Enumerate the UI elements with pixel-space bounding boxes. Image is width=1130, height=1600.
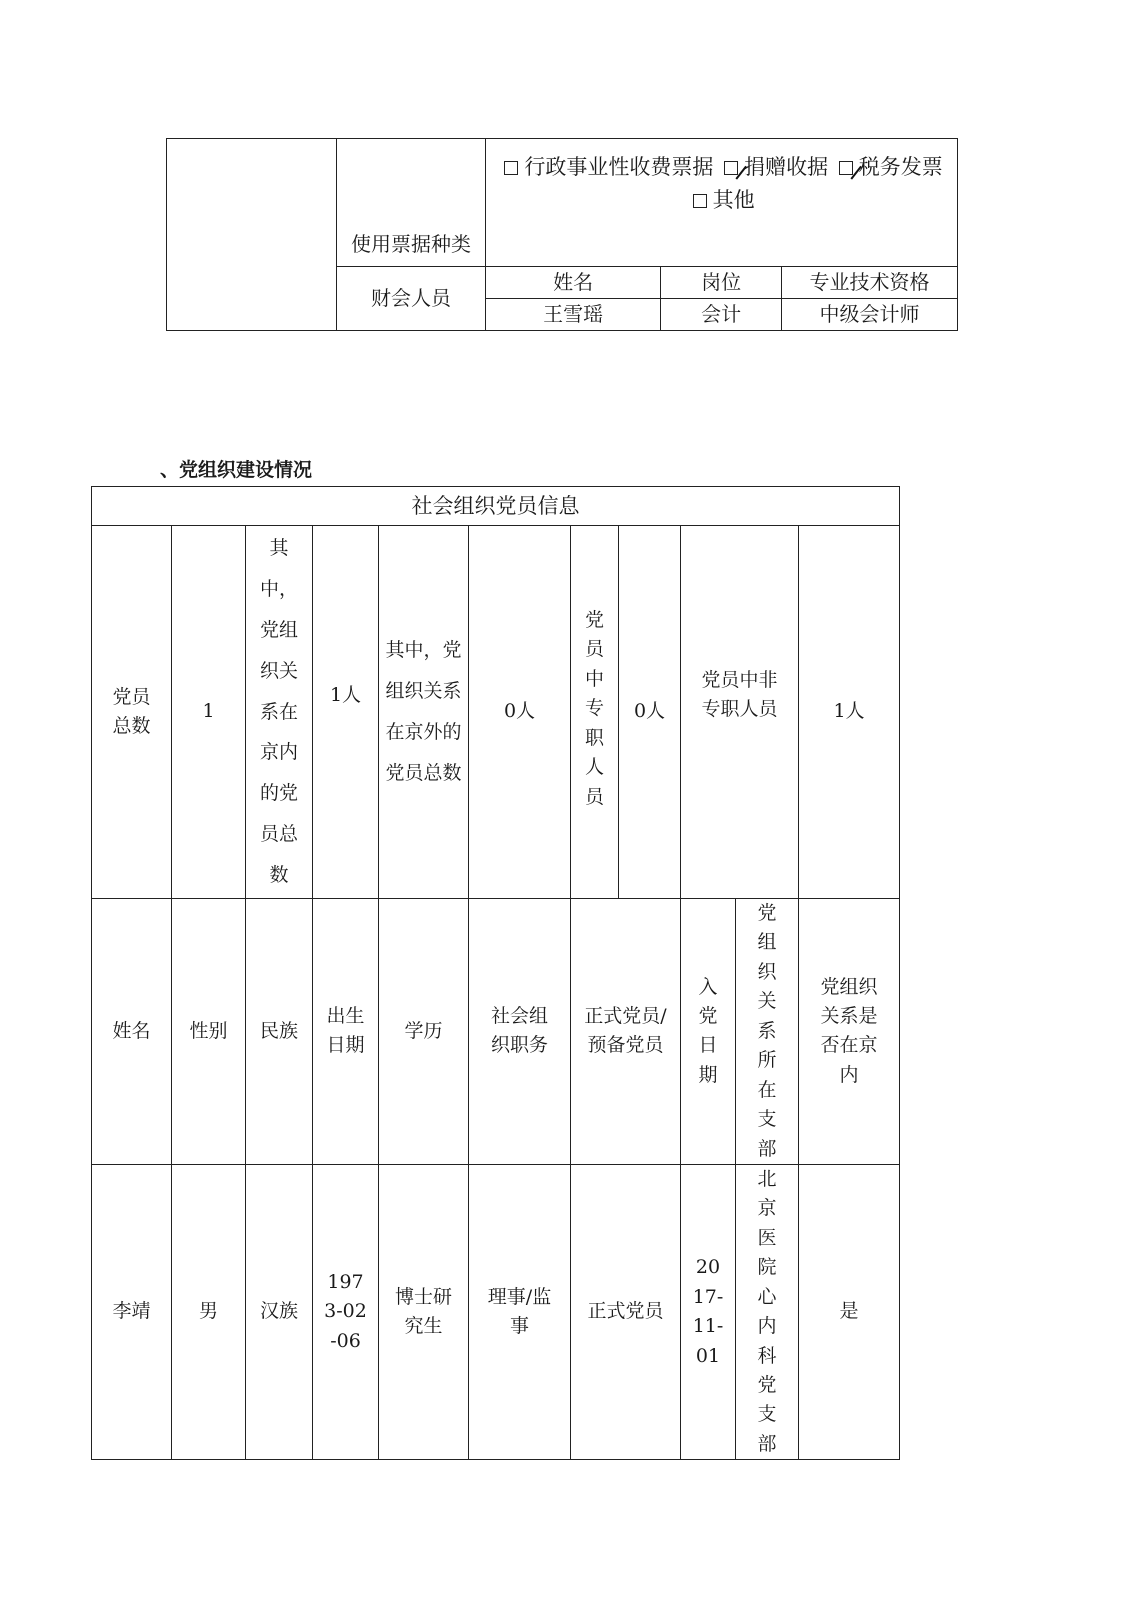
staff-label: 财会人员 bbox=[336, 267, 485, 331]
option-donation[interactable]: 捐赠收据 bbox=[720, 155, 828, 179]
total-value: 1 bbox=[172, 526, 246, 899]
section-title: 、党组织建设情况 bbox=[160, 459, 313, 481]
checkbox-icon[interactable] bbox=[693, 194, 707, 208]
total-label: 党员总数 bbox=[92, 526, 172, 899]
header-education: 学历 bbox=[379, 899, 469, 1165]
header-member-status: 正式党员/预备党员 bbox=[571, 899, 681, 1165]
header-name: 姓名 bbox=[92, 899, 172, 1165]
staff-name: 王雪瑶 bbox=[486, 299, 661, 331]
table-title: 社会组织党员信息 bbox=[92, 487, 900, 526]
option-tax-invoice[interactable]: 税务发票 bbox=[835, 155, 943, 179]
member-org-role: 理事/监事 bbox=[469, 1164, 571, 1459]
staff-header-qualification: 专业技术资格 bbox=[782, 267, 958, 299]
member-in-beijing: 是 bbox=[799, 1164, 900, 1459]
in-beijing-value: 1人 bbox=[313, 526, 379, 899]
checkbox-icon[interactable] bbox=[504, 161, 518, 175]
member-education: 博士研究生 bbox=[379, 1164, 469, 1459]
in-beijing-label: 其中，党组织关系在京内的党员总数 bbox=[246, 526, 313, 899]
header-ethnicity: 民族 bbox=[246, 899, 313, 1165]
member-birthdate: 1973-02-06 bbox=[313, 1164, 379, 1459]
staff-header-name: 姓名 bbox=[486, 267, 661, 299]
header-org-role: 社会组织职务 bbox=[469, 899, 571, 1165]
out-beijing-label: 其中，党组织关系在京外的党员总数 bbox=[379, 526, 469, 899]
fulltime-label: 党员中专职人员 bbox=[571, 526, 619, 899]
receipt-options bbox=[486, 139, 958, 267]
option-other[interactable]: 其他 bbox=[689, 188, 755, 212]
checkbox-checked-icon[interactable] bbox=[839, 161, 853, 175]
header-birthdate: 出生日期 bbox=[313, 899, 379, 1165]
staff-header-post: 岗位 bbox=[661, 267, 782, 299]
receipt-type-label: 使用票据种类 bbox=[336, 139, 485, 267]
staff-qualification: 中级会计师 bbox=[782, 299, 958, 331]
party-member-table bbox=[91, 486, 900, 1460]
option-admin-fee[interactable]: 行政事业性收费票据 bbox=[500, 155, 713, 179]
header-branch: 党组织关系所在支部 bbox=[736, 899, 799, 1165]
member-branch: 北京医院心内科党支部 bbox=[736, 1164, 799, 1459]
member-ethnicity: 汉族 bbox=[246, 1164, 313, 1459]
member-join-date: 2017-11-01 bbox=[681, 1164, 736, 1459]
parttime-value: 1人 bbox=[799, 526, 900, 899]
parttime-label: 党员中非专职人员 bbox=[681, 526, 799, 899]
member-status: 正式党员 bbox=[571, 1164, 681, 1459]
header-join-date: 入党日期 bbox=[681, 899, 736, 1165]
header-gender: 性别 bbox=[172, 899, 246, 1165]
fulltime-value: 0人 bbox=[619, 526, 681, 899]
table-row bbox=[92, 1164, 900, 1459]
blank-cell bbox=[167, 139, 337, 331]
checkbox-checked-icon[interactable] bbox=[724, 161, 738, 175]
header-in-beijing: 党组织关系是否在京内 bbox=[799, 899, 900, 1165]
member-gender: 男 bbox=[172, 1164, 246, 1459]
finance-info-table bbox=[166, 138, 958, 331]
member-name: 李靖 bbox=[92, 1164, 172, 1459]
out-beijing-value: 0人 bbox=[469, 526, 571, 899]
staff-post: 会计 bbox=[661, 299, 782, 331]
